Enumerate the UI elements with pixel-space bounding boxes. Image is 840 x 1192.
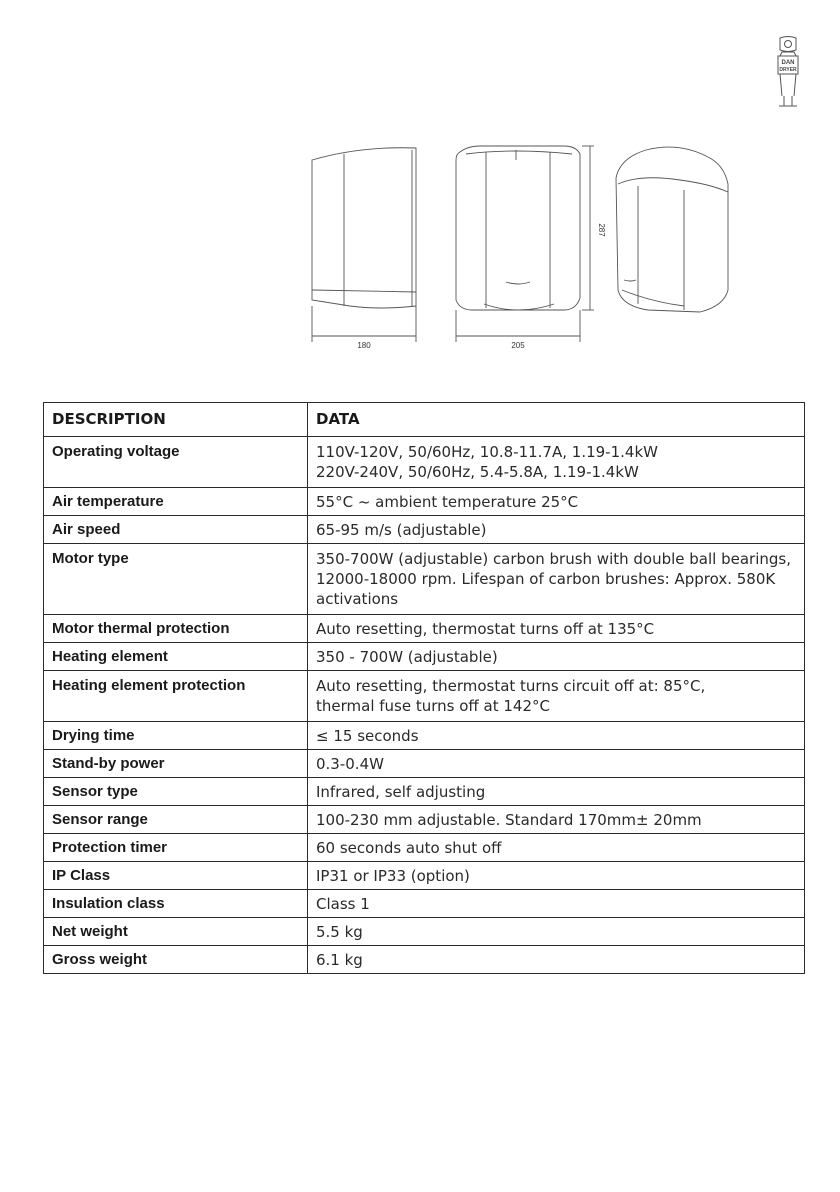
logo-text-dryer: DRYER xyxy=(779,67,797,73)
table-row xyxy=(44,722,805,750)
row-description: Sensor range xyxy=(44,806,308,834)
table-row xyxy=(44,946,805,974)
row-description: Gross weight xyxy=(44,946,308,974)
row-description: Insulation class xyxy=(44,890,308,918)
row-description: Net weight xyxy=(44,918,308,946)
dryer-drawings xyxy=(300,140,740,350)
dan-dryer-logo xyxy=(770,36,806,110)
table-row xyxy=(44,643,805,671)
product-drawings xyxy=(300,140,740,350)
table-row xyxy=(44,750,805,778)
row-data xyxy=(308,890,805,918)
row-data-line: activations xyxy=(316,590,399,608)
row-data-line: 350-700W (adjustable) carbon brush with double ball bearings, xyxy=(316,550,791,568)
row-data xyxy=(308,671,805,722)
table-row xyxy=(44,778,805,806)
row-data xyxy=(308,834,805,862)
row-description: Operating voltage xyxy=(44,437,308,488)
row-data-line: Auto resetting, thermostat turns circuit off at: 85°C, xyxy=(316,677,706,695)
front-view-height-label: 287 xyxy=(597,223,606,237)
table-row xyxy=(44,615,805,643)
row-data xyxy=(308,643,805,671)
row-description: Heating element protection xyxy=(44,671,308,722)
table-row xyxy=(44,918,805,946)
row-data-line: 65-95 m/s (adjustable) xyxy=(316,521,487,539)
row-data-line: 12000-18000 rpm. Lifespan of carbon brushes: Approx. 580K xyxy=(316,570,776,588)
row-data xyxy=(308,778,805,806)
row-description: IP Class xyxy=(44,862,308,890)
row-description: Sensor type xyxy=(44,778,308,806)
row-data-line: 6.1 kg xyxy=(316,951,363,969)
row-data xyxy=(308,946,805,974)
row-data xyxy=(308,437,805,488)
row-data-line: 5.5 kg xyxy=(316,923,363,941)
row-data-line: ≤ 15 seconds xyxy=(316,727,419,745)
dan-dryer-logo-icon xyxy=(770,36,806,110)
row-data-line: Class 1 xyxy=(316,895,370,913)
row-data xyxy=(308,750,805,778)
table-row xyxy=(44,516,805,544)
row-data-line: thermal fuse turns off at 142°C xyxy=(316,697,550,715)
row-data xyxy=(308,516,805,544)
row-description: Stand-by power xyxy=(44,750,308,778)
row-data xyxy=(308,806,805,834)
row-data xyxy=(308,615,805,643)
front-view-width-label: 205 xyxy=(511,341,525,350)
row-data-line: IP31 or IP33 (option) xyxy=(316,867,470,885)
row-data xyxy=(308,722,805,750)
table-row xyxy=(44,488,805,516)
table-row xyxy=(44,890,805,918)
header-description: DESCRIPTION xyxy=(44,403,308,437)
row-data-line: 110V-120V, 50/60Hz, 10.8-11.7A, 1.19-1.4kW xyxy=(316,443,658,461)
row-description: Air temperature xyxy=(44,488,308,516)
row-description: Drying time xyxy=(44,722,308,750)
side-view-width-label: 180 xyxy=(357,341,371,350)
row-data-line: 55°C ~ ambient temperature 25°C xyxy=(316,493,579,511)
row-data-line: 350 - 700W (adjustable) xyxy=(316,648,498,666)
row-data xyxy=(308,862,805,890)
row-data-line: 220V-240V, 50/60Hz, 5.4-5.8A, 1.19-1.4kW xyxy=(316,463,639,481)
row-data-line: Infrared, self adjusting xyxy=(316,783,486,801)
row-description: Heating element xyxy=(44,643,308,671)
row-data-line: 0.3-0.4W xyxy=(316,755,384,773)
table-row xyxy=(44,437,805,488)
table-header-row xyxy=(44,403,805,437)
header-data: DATA xyxy=(308,403,805,437)
perspective-view-drawing xyxy=(616,147,728,312)
row-data-line: Auto resetting, thermostat turns off at 135°C xyxy=(316,620,655,638)
row-data-line: 60 seconds auto shut off xyxy=(316,839,502,857)
row-description: Motor thermal protection xyxy=(44,615,308,643)
row-data xyxy=(308,918,805,946)
front-view-drawing xyxy=(456,146,594,342)
table-row xyxy=(44,834,805,862)
row-description: Air speed xyxy=(44,516,308,544)
table-body xyxy=(44,437,805,974)
row-data xyxy=(308,488,805,516)
row-description: Protection timer xyxy=(44,834,308,862)
side-view-drawing xyxy=(312,148,416,342)
table-row xyxy=(44,806,805,834)
table-row xyxy=(44,544,805,615)
table-row xyxy=(44,671,805,722)
row-data-line: 100-230 mm adjustable. Standard 170mm± 20mm xyxy=(316,811,702,829)
logo-text-dan: DAN xyxy=(781,60,795,66)
specifications-table xyxy=(43,402,805,974)
row-data xyxy=(308,544,805,615)
table-row xyxy=(44,862,805,890)
row-description: Motor type xyxy=(44,544,308,615)
